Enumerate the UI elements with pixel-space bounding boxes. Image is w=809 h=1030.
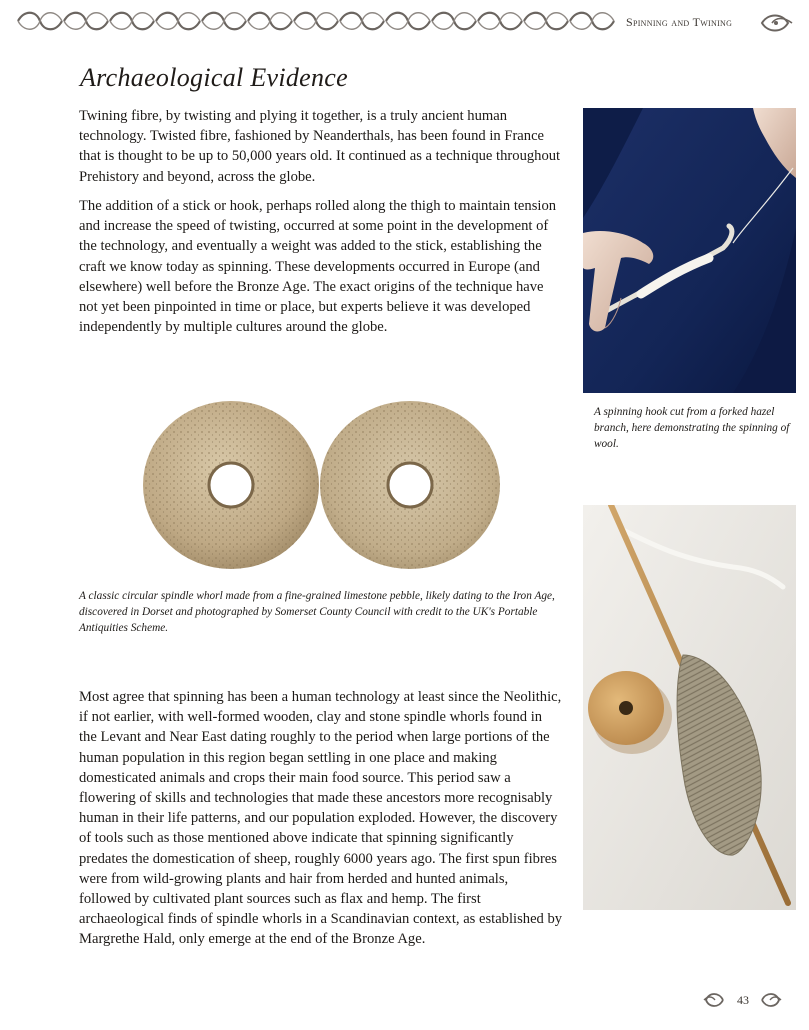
section-heading: Archaeological Evidence [80, 63, 348, 92]
whorl-photo-caption: A classic circular spindle whorl made from a fine-grained limestone pebble, likely dating to the Iron Age, discovered in Dorset and photographed by Somerset County Council with credit to the UK's Portable Antiquities Scheme. [79, 590, 555, 634]
knot-end-ornament-icon [758, 12, 796, 34]
footer-knot-right-icon [758, 991, 782, 1009]
spinning-hook-photo [583, 108, 796, 393]
running-header-title: Spinning and Twining [626, 15, 733, 29]
page-number: 43 [737, 993, 749, 1007]
hook-photo-caption: A spinning hook cut from a forked hazel branch, here demonstrating the spinning of wool. [594, 406, 790, 450]
drop-spindle-photo [583, 505, 796, 910]
body-paragraph-1: Twining fibre, by twisting and plying it together, is a truly ancient human technology. Twisted fibre, fashioned by Neanderthals, has been found in France that is thought to be up to 50,000 years old. It continued as a technique throughout Prehistory and beyond, across the globe. [79, 108, 561, 185]
spindle-whorls-photo [130, 395, 510, 570]
footer-knot-left-icon [703, 991, 727, 1009]
body-paragraph-3: Most agree that spinning has been a human technology at least since the Neolithic, if not earlier, with well-formed wooden, clay and stone spindle whorls found in the Levant and Near East dating roughly to the period when large portions of the human population in this region began settling in one place and making domesticated animals and crops their main food source. This period saw a flowering of skills and technologies that made these ancestors more recognisably human in their life patterns, and our population exploded. However, the discovery of tools such as those mentioned above indicate that spinning significantly predates the domestication of sheep, roughly 6000 years ago. The first spun fibres were from wild-growing plants and hair from herded and hunted animals, followed by cultivated plant sources such as flax and hemp. The first archaeological finds of spindle whorls in a Scandinavian context, as established by Margrethe Hald, only emerge at the end of the Bronze Age. [79, 689, 563, 948]
celtic-knot-border-icon [16, 8, 616, 34]
body-paragraph-2: The addition of a stick or hook, perhaps rolled along the thigh to maintain tension and increase the speed of twisting, occurred at some point in the development of the technology, and eventually a weight was added to the stick, establishing the craft we know today as spinning. These developments occurred in Europe (and elsewhere) well before the Bronze Age. The exact origins of the technique have not yet been pinpointed in time or place, but experts believe it was developed independently by multiple cultures around the globe. [79, 198, 557, 336]
